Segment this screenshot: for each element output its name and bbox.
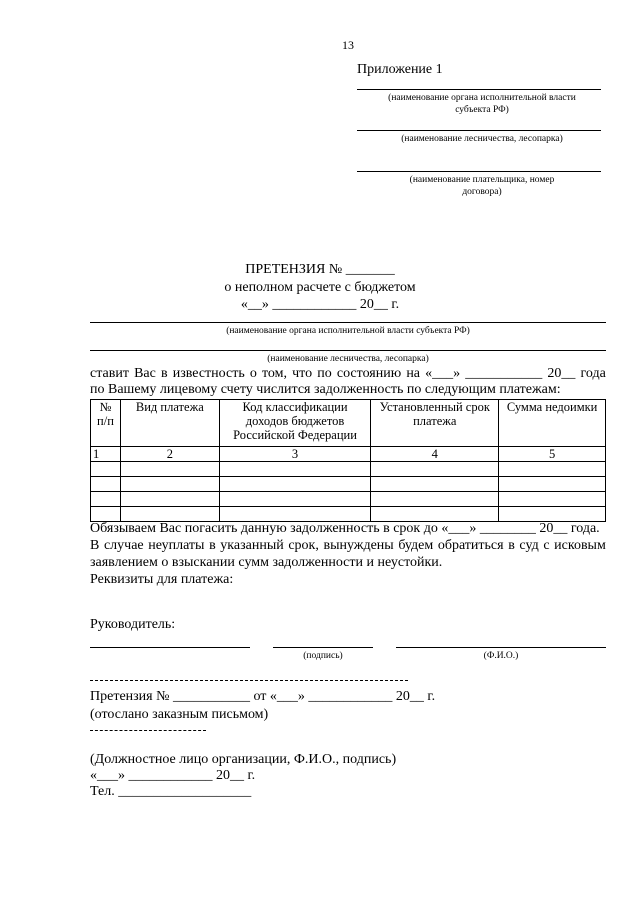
debt-table <box>90 399 606 522</box>
signature-line <box>273 647 373 648</box>
position-line <box>90 647 250 648</box>
notice-line-1: ставит Вас в известность о том, что по состоянию на «___» ___________ 20__ года <box>90 366 606 381</box>
short-dash-line <box>90 730 206 731</box>
name-line <box>396 647 606 648</box>
obligation-line-1: Обязываем Вас погасить данную задолженность в срок до «___» ________ 20__ года. <box>90 521 600 536</box>
official-label: (Должностное лицо организации, Ф.И.О., подпись) <box>90 752 397 767</box>
header-arrears-sum: Сумма недоимки <box>499 400 606 447</box>
tear-off-claim-line: Претензия № ___________ от «___» ____________ 20__ г. <box>90 689 436 704</box>
authority-line <box>357 89 601 90</box>
table-row: 1 2 3 4 5 <box>91 447 606 462</box>
cut-line <box>90 680 408 681</box>
annex-title: Приложение 1 <box>357 62 443 77</box>
name-caption: (Ф.И.О.) <box>483 651 519 661</box>
claim-title: ПРЕТЕНЗИЯ № _______ <box>245 262 395 277</box>
obligation-line-2: В случае неуплаты в указанный срок, вынуждены будем обратиться в суд с исковым <box>90 538 606 553</box>
official-date: «___» ____________ 20__ г. <box>90 768 256 783</box>
forestry-caption: (наименование лесничества, лесопарка) <box>401 134 563 144</box>
obligation-line-3: заявлением о взыскании сумм задолженности и неустойки. <box>90 555 443 570</box>
header-number: № п/п <box>91 400 121 447</box>
head-label: Руководитель: <box>90 617 176 632</box>
notice-line-2: по Вашему лицевому счету числится задолженность по следующим платежам: <box>90 382 561 397</box>
table-row <box>91 462 606 477</box>
claim-date: «__» ____________ 20__ г. <box>240 297 400 312</box>
payer-line <box>357 171 601 172</box>
table-row <box>91 492 606 507</box>
authority-caption: (наименование органа исполнительной власти субъекта РФ) <box>388 93 576 115</box>
header-deadline: Установленный срок платежа <box>371 400 499 447</box>
page-number: 13 <box>342 38 354 52</box>
header-payment-type: Вид платежа <box>120 400 219 447</box>
authority-caption-body: (наименование органа исполнительной власти субъекта РФ) <box>226 326 470 336</box>
tear-off-registered-mail: (отослано заказным письмом) <box>90 707 269 722</box>
header-classification-code: Код классификации доходов бюджетов Российской Федерации <box>219 400 371 447</box>
forestry-caption-body: (наименование лесничества, лесопарка) <box>267 354 429 364</box>
table-header-row <box>91 400 606 447</box>
authority-line-body <box>90 322 606 323</box>
payment-details-label: Реквизиты для платежа: <box>90 572 234 587</box>
payer-caption: (наименование плательщика, номер договора) <box>409 175 555 197</box>
forestry-line-body <box>90 350 606 351</box>
forestry-line <box>357 130 601 131</box>
signature-caption: (подпись) <box>303 651 343 661</box>
phone-line: Тел. ___________________ <box>90 784 252 799</box>
table-row <box>91 507 606 522</box>
claim-subtitle: о неполном расчете с бюджетом <box>224 280 416 295</box>
table-row <box>91 477 606 492</box>
